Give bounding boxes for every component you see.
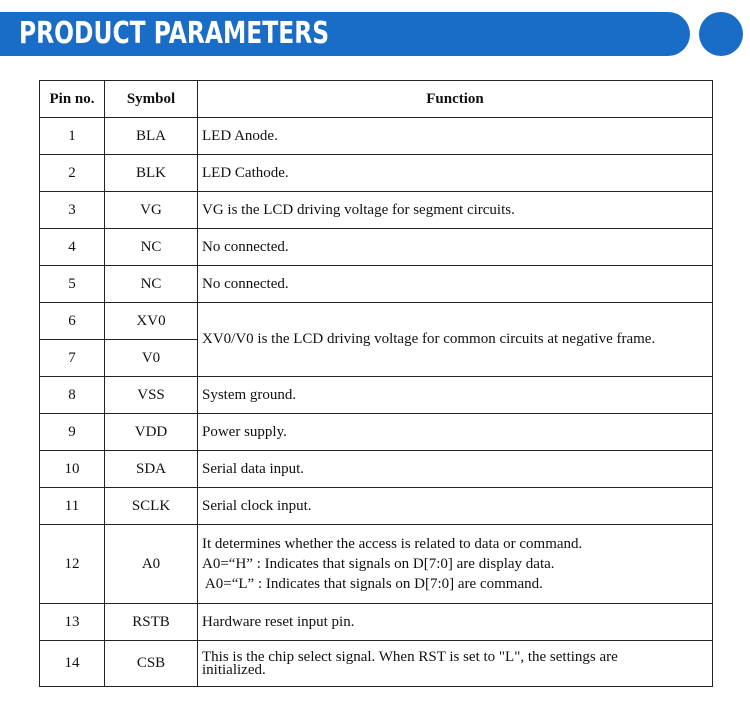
pin-cell: 6 bbox=[40, 303, 105, 340]
symbol-cell: VDD bbox=[105, 414, 198, 451]
table-header-row bbox=[40, 81, 713, 118]
pin-cell: 13 bbox=[40, 604, 105, 641]
function-line: This is the chip select signal. When RST is set to "L", the settings are bbox=[202, 648, 618, 665]
pin-parameters-table bbox=[39, 80, 713, 687]
symbol-cell: RSTB bbox=[105, 604, 198, 641]
pin-cell: 14 bbox=[40, 641, 105, 687]
table-row bbox=[40, 414, 713, 451]
function-line: A0=“L” : Indicates that signals on D[7:0] are command. bbox=[202, 576, 543, 592]
function-cell: No connected. bbox=[198, 266, 713, 303]
table-row bbox=[40, 604, 713, 641]
symbol-cell: SCLK bbox=[105, 488, 198, 525]
symbol-cell: CSB bbox=[105, 641, 198, 687]
symbol-cell: VSS bbox=[105, 377, 198, 414]
function-cell: Hardware reset input pin. bbox=[198, 604, 713, 641]
table-row bbox=[40, 377, 713, 414]
pin-cell: 10 bbox=[40, 451, 105, 488]
pin-cell: 5 bbox=[40, 266, 105, 303]
symbol-cell: SDA bbox=[105, 451, 198, 488]
function-cell bbox=[198, 525, 713, 604]
function-cell: System ground. bbox=[198, 377, 713, 414]
table-row bbox=[40, 451, 713, 488]
function-line: It determines whether the access is related to data or command. bbox=[202, 536, 583, 552]
function-cell: Serial data input. bbox=[198, 451, 713, 488]
pin-cell: 11 bbox=[40, 488, 105, 525]
pin-cell: 2 bbox=[40, 155, 105, 192]
header-function: Function bbox=[198, 81, 713, 118]
page-title: PRODUCT PARAMETERS bbox=[19, 16, 330, 51]
table-row bbox=[40, 229, 713, 266]
symbol-cell: BLK bbox=[105, 155, 198, 192]
table-row bbox=[40, 641, 713, 687]
table-row bbox=[40, 155, 713, 192]
function-cell: LED Anode. bbox=[198, 118, 713, 155]
pin-cell: 7 bbox=[40, 340, 105, 377]
table-row bbox=[40, 192, 713, 229]
header-pin-no: Pin no. bbox=[40, 81, 105, 118]
symbol-cell: A0 bbox=[105, 525, 198, 604]
function-cell: No connected. bbox=[198, 229, 713, 266]
header-symbol: Symbol bbox=[105, 81, 198, 118]
function-cell: LED Cathode. bbox=[198, 155, 713, 192]
symbol-cell: VG bbox=[105, 192, 198, 229]
table-row bbox=[40, 525, 713, 604]
function-cell bbox=[198, 641, 713, 687]
pin-cell: 3 bbox=[40, 192, 105, 229]
function-cell: VG is the LCD driving voltage for segment circuits. bbox=[198, 192, 713, 229]
table-row bbox=[40, 118, 713, 155]
table-row bbox=[40, 303, 713, 340]
pin-cell: 4 bbox=[40, 229, 105, 266]
symbol-cell: V0 bbox=[105, 340, 198, 377]
function-cell: Serial clock input. bbox=[198, 488, 713, 525]
symbol-cell: XV0 bbox=[105, 303, 198, 340]
pin-cell: 9 bbox=[40, 414, 105, 451]
pin-cell: 1 bbox=[40, 118, 105, 155]
function-line: initialized. bbox=[202, 661, 266, 678]
pin-cell: 12 bbox=[40, 525, 105, 604]
table-row bbox=[40, 266, 713, 303]
function-cell: Power supply. bbox=[198, 414, 713, 451]
symbol-cell: NC bbox=[105, 266, 198, 303]
decorative-circle-icon bbox=[699, 12, 743, 56]
symbol-cell: BLA bbox=[105, 118, 198, 155]
table-row bbox=[40, 488, 713, 525]
function-cell: XV0/V0 is the LCD driving voltage for common circuits at negative frame. bbox=[198, 303, 713, 377]
symbol-cell: NC bbox=[105, 229, 198, 266]
pin-cell: 8 bbox=[40, 377, 105, 414]
function-line: A0=“H” : Indicates that signals on D[7:0] are display data. bbox=[202, 556, 555, 572]
title-banner bbox=[0, 12, 690, 56]
